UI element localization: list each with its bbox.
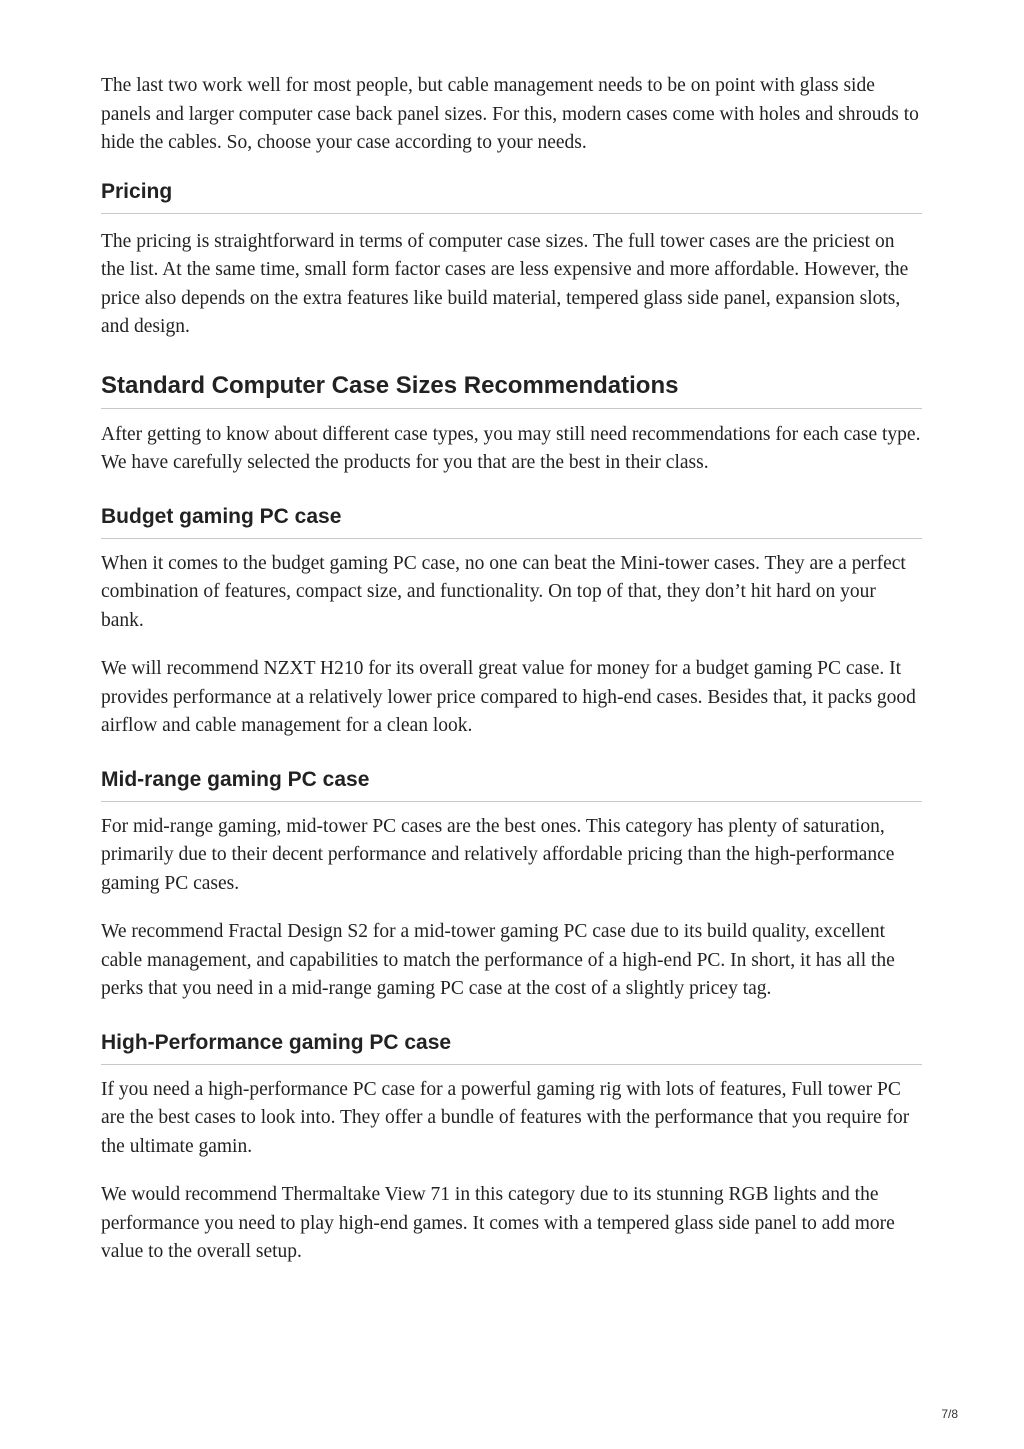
paragraph-recommendations-intro: After getting to know about different case types, you may still need recommendations for each case type. We have carefully selected the products for you that are the best in their class.: [101, 423, 921, 473]
article-body: [101, 72, 922, 1267]
heading-budget-case: Budget gaming PC case: [101, 503, 922, 539]
paragraph-midrange-recommendation: We recommend Fractal Design S2 for a mid-tower gaming PC case due to its build quality, excellent cable management, and capabilities to match the performance of a high-end PC. In short, it has all the perks that you need in a mid-range gaming PC case at the cost of a slightly pricey tag.: [101, 921, 895, 999]
heading-highperf-case: High-Performance gaming PC case: [101, 1029, 922, 1065]
paragraph-highperf-recommendation: We would recommend Thermaltake View 71 in this category due to its stunning RGB lights and the performance you need to play high-end games. It comes with a tempered glass side panel to add more value to the overall setup.: [101, 1184, 895, 1262]
paragraph-budget-recommendation: We will recommend NZXT H210 for its overall great value for money for a budget gaming PC case. It provides performance at a relatively lower price compared to high-end cases. Besides that, it packs good airflow and cable management for a clean look.: [101, 658, 916, 736]
page-number: 7/8: [941, 1407, 958, 1421]
paragraph-cable-management: The last two work well for most people, but cable management needs to be on point with glass side panels and larger computer case back panel sizes. For this, modern cases come with holes and shrouds to hide the cables. So, choose your case according to your needs.: [101, 75, 919, 153]
paragraph-budget-intro: When it comes to the budget gaming PC case, no one can beat the Mini-tower cases. They are a perfect combination of features, compact size, and functionality. On top of that, they don’t hit hard on your bank.: [101, 552, 906, 631]
heading-recommendations: Standard Computer Case Sizes Recommendations: [101, 370, 922, 409]
heading-midrange-case: Mid-range gaming PC case: [101, 766, 922, 802]
paragraph-midrange-intro: For mid-range gaming, mid-tower PC cases are the best ones. This category has plenty of saturation, primarily due to their decent performance and relatively affordable pricing than the high-performance gaming PC cases.: [101, 815, 895, 894]
heading-pricing: Pricing: [101, 178, 922, 214]
paragraph-highperf-intro: If you need a high-performance PC case for a powerful gaming rig with lots of features, Full tower PC are the best cases to look into. They offer a bundle of features with the performance that you require for the ultimate gamin.: [101, 1078, 910, 1157]
paragraph-pricing: The pricing is straightforward in terms of computer case sizes. The full tower cases are the priciest on the list. At the same time, small form factor cases are less expensive and more affordable. However, the price also depends on the extra features like build material, tempered glass side panel, expansion slots, and design.: [101, 230, 909, 337]
